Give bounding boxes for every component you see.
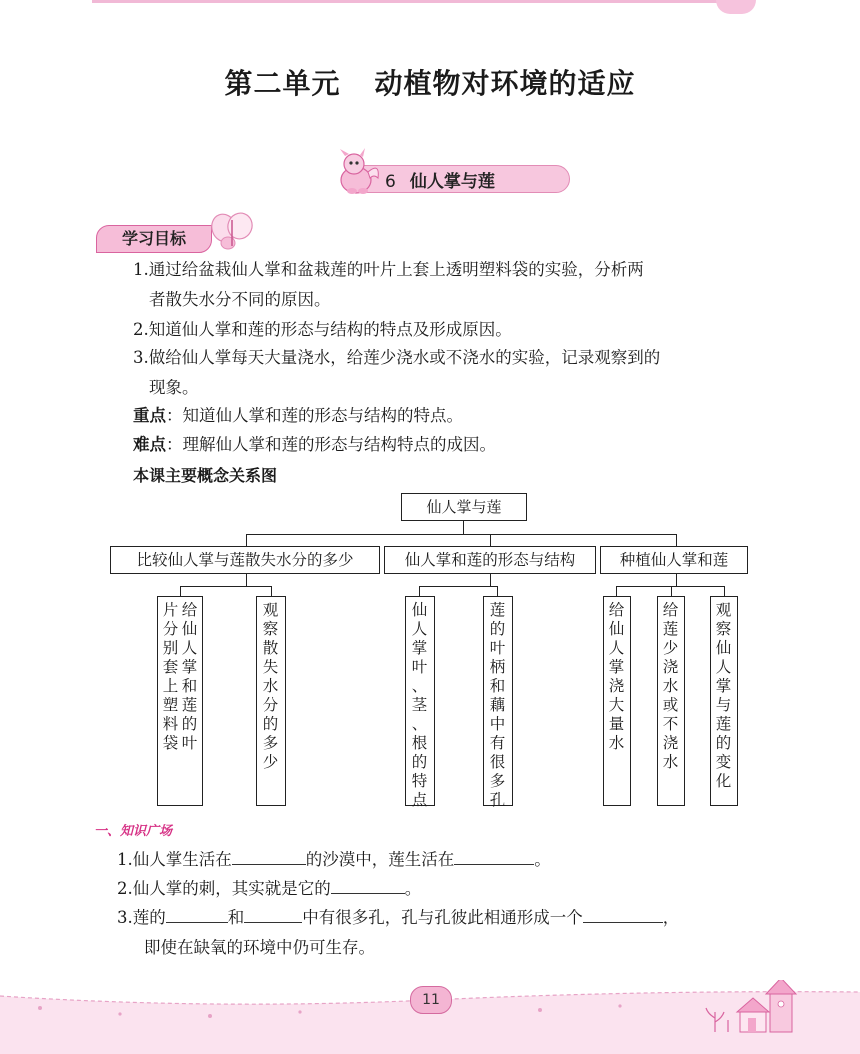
connector <box>671 586 672 596</box>
q3-text-d: ， <box>662 908 680 927</box>
lesson-title <box>385 167 495 192</box>
q1-text-c: 。 <box>534 850 551 869</box>
unit-name: 动植物对环境的适应 <box>374 67 636 100</box>
leaf-2-2: 莲 的 叶 柄 和 藕 中 有 很 多 孔 <box>483 596 513 806</box>
butterfly-icon <box>210 212 256 252</box>
connector <box>676 574 677 586</box>
q2-text-a: 2.仙人掌的刺，其实就是它的 <box>117 879 331 898</box>
q2-text-b: 。 <box>404 879 422 898</box>
objective-2: 2.知道仙人掌和莲的形态与结构的特点及形成原因。 <box>133 320 512 339</box>
connector <box>180 586 272 587</box>
connector <box>419 586 498 587</box>
leaf-1-1: 片 分 别 套 上 塑 料 袋 给 仙 人 掌 和 莲 的 叶 <box>157 596 203 806</box>
top-border <box>92 0 732 3</box>
connector <box>246 534 247 546</box>
key-point-text: ：知道仙人掌和莲的形态与结构的特点。 <box>166 406 463 425</box>
concept-map-title: 本课主要概念关系图 <box>133 466 278 485</box>
top-decoration <box>716 0 756 14</box>
objective-1 <box>133 255 644 315</box>
q3-blank-2[interactable] <box>244 904 302 923</box>
objective-1-line1: 1.通过给盆栽仙人掌和盆栽莲的叶片上套上透明塑料袋的实验，分析两 <box>133 260 644 279</box>
q1-blank-1[interactable] <box>232 846 306 865</box>
connector <box>490 574 491 586</box>
leaf-2-1: 仙 人 掌 叶 、 茎 、 根 的 特 点 <box>405 596 435 806</box>
connector <box>463 521 464 534</box>
q3-line2: 即使在缺氧的环境中仍可生存。 <box>144 938 375 957</box>
unit-title <box>0 62 860 102</box>
objectives-tab: 学习目标 <box>96 225 212 253</box>
dragon-mascot-icon <box>330 148 386 198</box>
q3-text-c: 中有很多孔，孔与孔彼此相通形成一个 <box>302 908 583 927</box>
concept-map-root: 仙人掌与莲 <box>401 493 527 521</box>
q3-blank-3[interactable] <box>583 904 663 923</box>
leaf-3-3: 观 察 仙 人 掌 与 莲 的 变 化 <box>710 596 738 806</box>
objective-3-line1: 3.做给仙人掌每天大量浇水，给莲少浇水或不浇水的实验，记录观察到的 <box>133 348 661 367</box>
q1-blank-2[interactable] <box>454 846 534 865</box>
connector <box>490 534 491 546</box>
connector <box>419 586 420 596</box>
page-number: 11 <box>410 986 452 1014</box>
lesson-number: 6 <box>385 172 396 192</box>
branch-1-box: 比较仙人掌与莲散失水分的多少 <box>110 546 380 574</box>
key-point <box>133 401 463 431</box>
q1-text-a: 1.仙人掌生活在 <box>117 850 232 869</box>
q2-blank-1[interactable] <box>331 875 405 894</box>
q1-text-b: 的沙漠中，莲生活在 <box>305 850 455 869</box>
key-point-label: 重点 <box>133 406 166 425</box>
leaf-1-2: 观 察 散 失 水 分 的 多 少 <box>256 596 286 806</box>
leaf-3-1: 给 仙 人 掌 浇 大 量 水 <box>603 596 631 806</box>
question-1 <box>117 845 551 875</box>
branch-3-box: 种植仙人掌和莲 <box>600 546 748 574</box>
connector <box>246 574 247 586</box>
q3-text-a: 3.莲的 <box>117 908 166 927</box>
lesson-badge <box>330 148 570 198</box>
objective-3-line2: 现象。 <box>149 378 199 397</box>
leaf-3-2: 给 莲 少 浇 水 或 不 浇 水 <box>657 596 685 806</box>
objective-1-line2: 者散失水分不同的原因。 <box>149 290 331 309</box>
connector <box>180 586 181 596</box>
q3-text-b: 和 <box>227 908 245 927</box>
connector <box>724 586 725 596</box>
connector <box>497 586 498 596</box>
objective-3 <box>133 343 660 403</box>
question-2 <box>117 874 421 904</box>
difficulty-label: 难点 <box>133 435 166 454</box>
connector <box>271 586 272 596</box>
connector <box>246 534 676 535</box>
connector <box>676 534 677 546</box>
difficulty-text: ：理解仙人掌和莲的形态与结构特点的成因。 <box>166 435 496 454</box>
difficulty <box>133 430 496 460</box>
q3-blank-1[interactable] <box>166 904 228 923</box>
question-3 <box>117 903 679 963</box>
unit-number: 第二单元 <box>224 67 341 100</box>
knowledge-heading: 一、知识广场 <box>94 824 173 839</box>
connector <box>616 586 617 596</box>
branch-2-box: 仙人掌和莲的形态与结构 <box>384 546 596 574</box>
lesson-name: 仙人掌与莲 <box>409 172 495 192</box>
